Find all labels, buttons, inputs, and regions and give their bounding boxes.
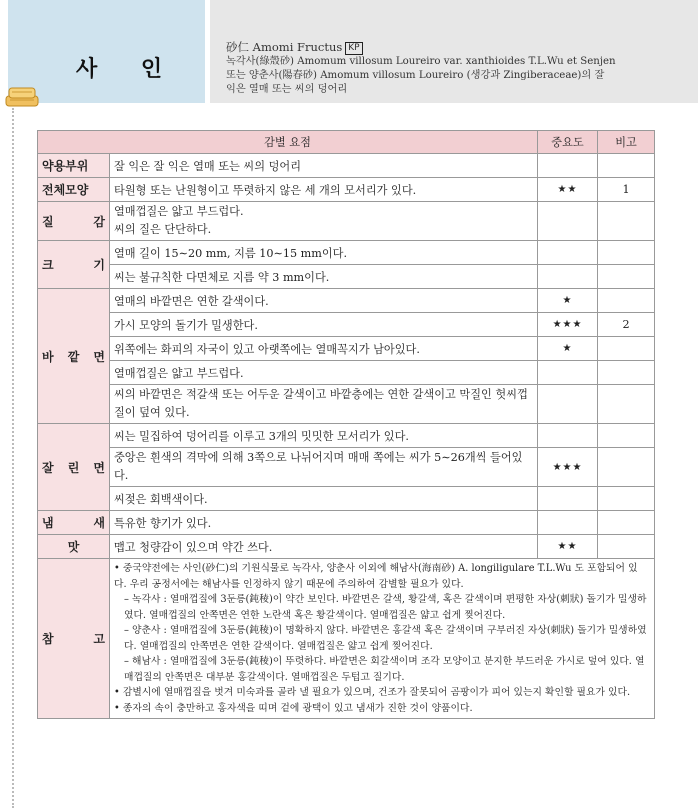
row-label-smell: 냄 새 <box>38 511 110 535</box>
stacked-books-icon <box>2 80 42 110</box>
cell-text: 열매껍질은 얇고 부드럽다. <box>114 205 244 218</box>
page-title: 사 인 <box>76 57 181 82</box>
col-header-importance: 중요도 <box>538 131 598 154</box>
page-margin <box>0 0 8 811</box>
row-label-size: 크 기 <box>38 241 110 289</box>
hanja-name: 砂仁 <box>226 40 249 54</box>
reference-paragraph: – 녹각사 : 열매껍질에 3둔릉(鈍稜)이 약간 보인다. 바깥면은 갈색, 황갈색, 혹은 갈색이며 편평한 자상(刺狀) 돌기가 밀생하였다. 열매껍질의 안쪽면은 연한 노란색 혹은 황갈색이다. 열매껍질은 얇고 쉽게 찢어진다. <box>124 594 647 621</box>
importance-stars: ★★ <box>538 535 598 559</box>
header-description <box>226 40 686 97</box>
row-label-texture: 질 감 <box>38 202 110 241</box>
cell-text: 중앙은 흰색의 격막에 의해 3쪽으로 나뉘어지며 매매 쪽에는 씨가 5∼26개씩 들어있다. <box>110 448 538 487</box>
reference-paragraph: • 종자의 속이 충만하고 홍자색을 띠며 겉에 광택이 있고 냄새가 진한 것이 양품이다. <box>114 702 473 714</box>
cell-text: 열매의 바깥면은 연한 갈색이다. <box>110 289 538 313</box>
kp-badge: KP <box>345 42 362 55</box>
cell-text: 가시 모양의 돌기가 밀생한다. <box>110 313 538 337</box>
row-label-cut-surface: 잘 린 면 <box>38 424 110 511</box>
reference-paragraph: – 해남사 : 열매껍질에 3둔릉(鈍稜)이 뚜렷하다. 바깥면은 회갈색이며 조각 모양이고 분지한 부드러운 가시로 덮여 있다. 열매껍질의 안쪽면은 대부분 홍갈색이다. 열매껍질은 두텁고 질기다. <box>124 656 645 683</box>
reference-paragraph: – 양춘사 : 열매껍질에 3둔릉(鈍稜)이 명확하지 않다. 바깥면은 홍갈색 혹은 갈색이며 구부러진 자상(刺狀) 돌기가 밀생하였다. 열매껍질의 안쪽면은 연한 갈색이다. 열매껍질은 얇고 쉽게 찢어진다. <box>124 625 647 652</box>
origin-line-2: 또는 양춘사(陽春砂) Amomum villosum Loureiro (생강과 Zingiberaceae)의 잘 <box>226 70 605 81</box>
cell-text: 잘 익은 잘 익은 열매 또는 씨의 덩어리 <box>110 154 538 178</box>
cell-text: 씨는 불규칙한 다면체로 지름 약 3 mm이다. <box>110 265 538 289</box>
origin-line-1: 녹각사(綠殼砂) Amomum villosum Loureiro var. xanthioides T.L.Wu et Senjen <box>226 56 616 67</box>
remark-number: 2 <box>598 313 655 337</box>
row-label-reference: 참 고 <box>38 559 110 719</box>
row-label-taste: 맛 <box>38 535 110 559</box>
importance-stars: ★★★ <box>538 313 598 337</box>
remark-number: 1 <box>598 178 655 202</box>
cell-text: 씨의 바깥면은 적갈색 또는 어두운 갈색이고 바깥층에는 연한 갈색이고 막질인 헛씨껍질이 덮여 있다. <box>110 385 538 424</box>
cell-text: 씨의 질은 단단하다. <box>114 223 212 236</box>
identification-table <box>37 130 655 719</box>
origin-line-3: 익은 열매 또는 씨의 덩어리 <box>226 84 348 95</box>
cell-text: 맵고 청량감이 있으며 약간 쓰다. <box>110 535 538 559</box>
cell-text: 위쪽에는 화피의 자국이 있고 아랫쪽에는 열매꼭지가 남아있다. <box>110 337 538 361</box>
latin-name: Amomi Fructus <box>252 40 343 54</box>
cell-text: 씨는 밀집하여 덩어리를 이루고 3개의 밋밋한 모서리가 있다. <box>110 424 538 448</box>
cell-text: 열매껍질은 얇고 부드럽다. <box>110 361 538 385</box>
cell-text: 특유한 향기가 있다. <box>110 511 538 535</box>
importance-stars: ★ <box>538 289 598 313</box>
cell-text: 타원형 또는 난원형이고 뚜렷하지 않은 세 개의 모서리가 있다. <box>110 178 538 202</box>
row-label-shape: 전체모양 <box>38 178 110 202</box>
col-header-remark: 비고 <box>598 131 655 154</box>
importance-stars: ★★★ <box>538 448 598 487</box>
reference-paragraph: • 중국약전에는 사인(砂仁)의 기원식물로 녹각사, 양춘사 이외에 해남사(海南砂) A. longiligulare T.L.Wu 도 포함되어 있다. 우리 공정서에는 해남사를 인정하지 않기 때문에 주의하여 감별할 필요가 있다. <box>114 563 638 590</box>
reference-paragraph: • 감별시에 열매껍질을 벗겨 미숙과를 골라 낼 필요가 있으며, 건조가 잘못되어 곰팡이가 피어 있는지 확인할 필요가 있다. <box>114 687 631 698</box>
reference-notes <box>110 559 655 719</box>
row-label-use-part: 약용부위 <box>38 154 110 178</box>
row-label-outer-surface: 바 깥 면 <box>38 289 110 424</box>
importance-stars: ★ <box>538 337 598 361</box>
col-header-points: 감별 요점 <box>38 131 538 154</box>
cell-text: 씨젖은 회백색이다. <box>110 487 538 511</box>
importance-stars: ★★ <box>538 178 598 202</box>
cell-text: 열매 길이 15∼20 mm, 지름 10∼15 mm이다. <box>110 241 538 265</box>
dotted-margin-line <box>12 108 14 808</box>
